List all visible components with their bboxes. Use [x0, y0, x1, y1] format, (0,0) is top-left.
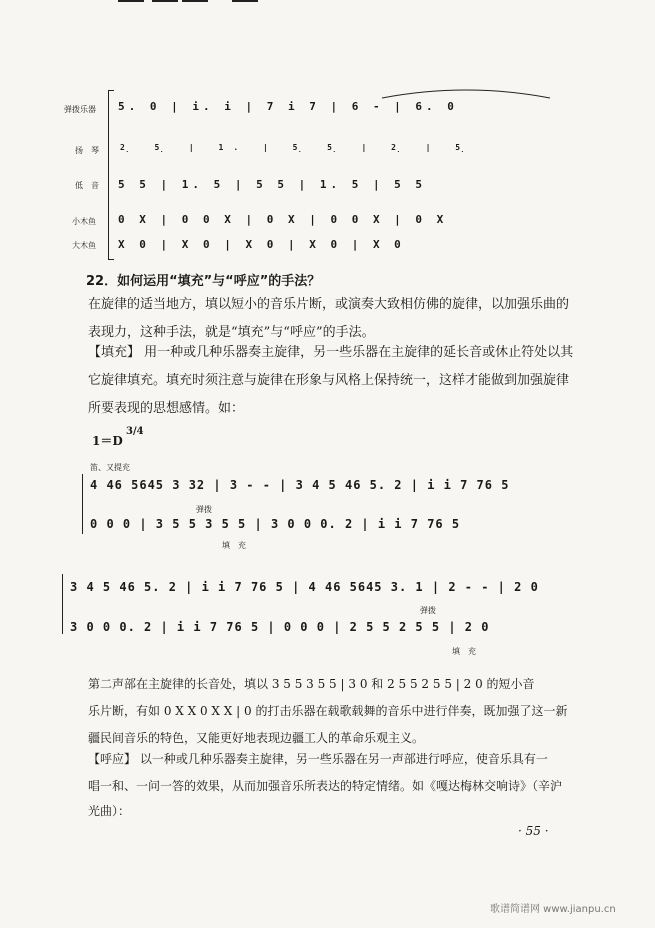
score-row: 4 46 5645 3 32 | 3 - - | 3 4 5 46 5. 2 | i i 7 76 5: [90, 478, 510, 492]
key-signature: 1＝D: [92, 434, 123, 448]
staff-row: 5. 0 | i. i | 7 i 7 | 6 - | 6. 0: [118, 100, 458, 113]
system-bracket: [108, 90, 109, 260]
top-rule: [232, 0, 258, 2]
fill-label: 填 充: [222, 541, 246, 550]
score-row: 3 0 0 0. 2 | i i 7 76 5 | 0 0 0 | 2 5 5 2 5 5 | 2 0: [70, 620, 490, 634]
instrument-label: 笛、又提充: [90, 463, 130, 472]
staff-row: 2̣ 5̣ | 1. | 5̣ 5̣ | 2̣ | 5̣: [120, 143, 475, 152]
paragraph-line: 光曲）：: [88, 804, 131, 818]
staff-label: 低 音: [75, 181, 99, 190]
top-rule: [118, 0, 144, 2]
pluck-label: 弹拨: [420, 606, 436, 615]
bracket-cap: [108, 259, 114, 260]
fill-paragraph: 【填充】 用一种或几种乐器奏主旋律，另一些乐器在主旋律的延长音或休止符处以其它旋律填充。填充时须注意与旋律在形象与风格上保持统一，这样才能做到加强旋律所要表现的思想感情。如：: [88, 345, 574, 416]
staff-row: 0 X | 0 0 X | 0 X | 0 0 X | 0 X: [118, 213, 448, 226]
system-bracket: [62, 574, 63, 634]
paragraph-line: 【呼应】 以一种或几种乐器奏主旋律，另一些乐器在另一声部进行呼应，使音乐具有一: [88, 752, 548, 766]
paragraph-line: 乐片断，有如 0 X X 0 X X | 0 的打击乐器在载歌载舞的音乐中进行伴奏，既加强了这一新: [88, 704, 568, 718]
staff-label: 弹拨乐器: [64, 105, 96, 114]
top-rule: [182, 0, 208, 2]
paragraph-line: 唱一和、一问一答的效果，从而加强音乐所表达的特定情绪。如《嘎达梅林交响诗》（辛沪: [88, 779, 563, 793]
top-rule: [152, 0, 178, 2]
watermark: 歌谱简谱网 www.jianpu.cn: [490, 904, 616, 915]
fill-label: 填 充: [452, 647, 476, 656]
page-number: · 55 ·: [518, 824, 549, 838]
staff-row: X 0 | X 0 | X 0 | X 0 | X 0: [118, 238, 405, 251]
staff-label: 小木鱼: [72, 217, 96, 226]
staff-label: 大木鱼: [72, 241, 96, 250]
score-row: 3 4 5 46 5. 2 | i i 7 76 5 | 4 46 5645 3. 1 | 2 - - | 2 0: [70, 580, 539, 594]
paragraph-line: 疆民间音乐的特色，又能更好地表现边疆工人的革命乐观主义。: [88, 731, 425, 745]
staff-label: 扬 琴: [75, 146, 99, 155]
score-row: 0 0 0 | 3 5 5 3 5 5 | 3 0 0 0. 2 | i i 7 76 5: [90, 517, 461, 531]
staff-row: 5 5 | 1. 5 | 5 5 | 1. 5 | 5 5: [118, 178, 427, 191]
pluck-label: 弹拨: [196, 505, 212, 514]
system-bracket: [82, 474, 83, 534]
intro-paragraph: 在旋律的适当地方，填以短小的音乐片断，或演奏大致相仿佛的旋律，以加强乐曲的表现力，这种手法，就是“填充”与“呼应”的手法。: [88, 297, 570, 340]
tie-curve: [380, 86, 552, 100]
time-signature: 3/4: [126, 426, 144, 437]
bracket-cap: [108, 90, 114, 91]
section-heading: 22．如何运用“填充”与“呼应”的手法？: [86, 274, 321, 289]
paragraph-line: 第二声部在主旋律的长音处，填以 3 5 5 3 5 5 | 3 0 和 2 5 5 2 5 5 | 2 0 的短小音: [88, 677, 535, 691]
